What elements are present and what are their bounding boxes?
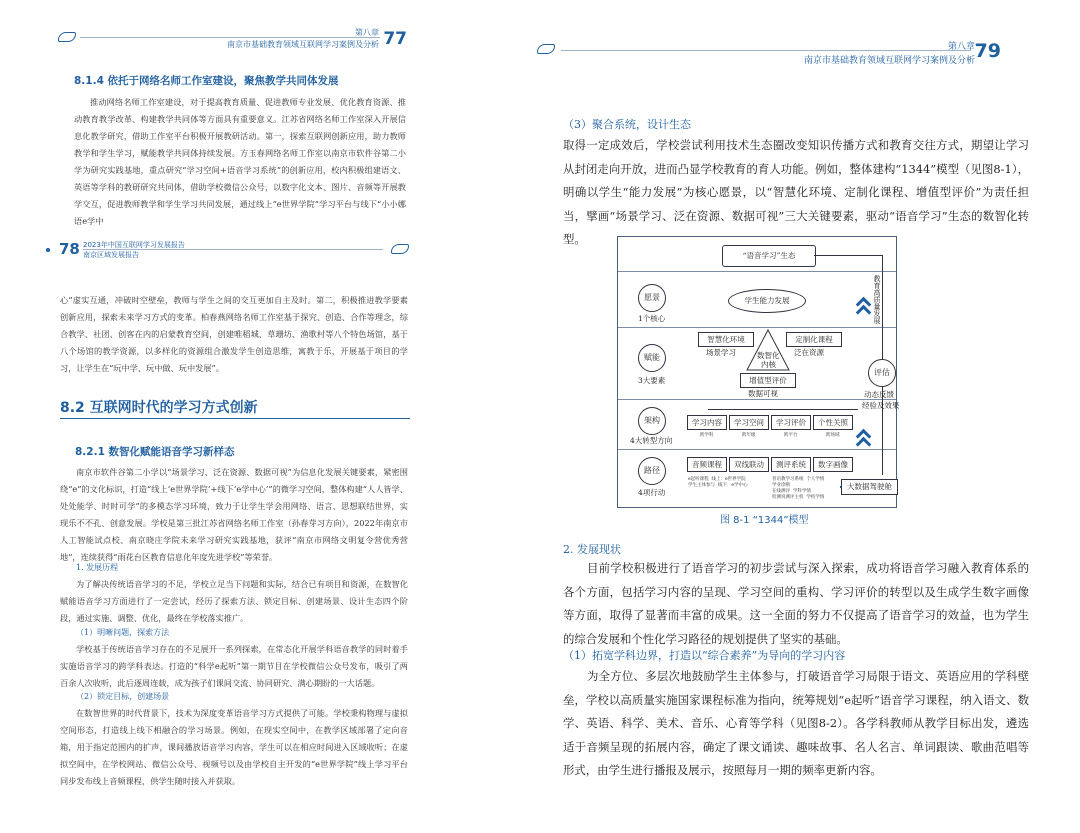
evaluation-box: 增值型评价 (740, 373, 796, 388)
header-rule (561, 50, 971, 51)
ecosystem-box: “语音学习”生态 (722, 245, 816, 267)
arch-box: 学习评价 (771, 415, 811, 430)
course-note: 泛在资源 (794, 348, 824, 357)
figure-caption: 图 8-1 “1344”模型 (720, 515, 809, 526)
arch-box: 学习内容 (687, 415, 727, 430)
item-heading: 1. 发展历程 (76, 563, 119, 572)
path-box: 双线联动 (729, 457, 769, 472)
body-paragraph: 推动网络名师工作室建设，对于提高教育质量、促进教师专业发展、优化教育资源、推动教育教学改革、构建教学共同体等方面具有重要意义。江苏省网络名师工作室深入开展信息化教学研究，借助工作室平台积极开展教研活动。第一，探索互联网创新应用，助力教师教学和学生学习，赋能教学共同体持续发展。方玉春网络名师工作室以南京市软件谷第二小学为研究实践基地，重点研究“学习空间+语音学习系统”的创新应用，校内积极组建语文、英语等学科的教研研究共同体，借助学校微信公众号，以数字化文本、图片、音频等开展教学交互，促进教师教学和学生学习共同发展，通过线上“e世界学院”学习平台与线下“小小娜语e学中 (74, 97, 406, 226)
empower-note: 3大要素 (638, 376, 666, 385)
band-divider (618, 449, 896, 450)
span-label: 跨学科 (700, 433, 714, 438)
feedback-note: 动态反馈 (864, 390, 894, 399)
top-line (814, 255, 882, 256)
path-detail-note: 普语教学习系统 个人学情 学业诊断 在线测评 学科学情 检测说测评主机 学校学情 (772, 477, 825, 500)
body-paragraph: 南京市软件谷第二小学以“场景学习、泛在资源、数据可视”为信息化发展关键要素，紧密围绕“e”的文化标识，打造“线上‘e世界学院’+线下‘e学中心’”的微学习空间，整体构建“人人皆学、处处能学、时时可学”的多模态学习环境，致力于让学生学会用网络、语言、思想联结世界，实现乐不不孔、创意发展。学校是第三批江苏省网络名师工作室（孙春芽习方向），2022年南京市人工智能试点校、南京晓庄学院未来学习研究实践基地，获评“南京市网络文明复令营优秀营地”，连续获得“雨花台区教育信息化年度先进学校”等荣誉。 (60, 467, 408, 562)
span-label: 跨场域 (826, 433, 840, 438)
path-note: 4项行动 (638, 488, 666, 497)
item-heading: （1）拓宽学科边界，打造以“综合素养”为导向的学习内容 (563, 649, 846, 662)
triangle-text: 数智化 (757, 351, 780, 360)
arch-box: 学习空间 (729, 415, 769, 430)
book-logo-icon (537, 44, 555, 54)
chapter-label: 第八章 (947, 42, 975, 52)
item-heading: （1）明晰问题，探索方法 (76, 628, 170, 637)
environment-note: 场景学习 (706, 348, 736, 357)
body-paragraph: 心”虚实互通，冲破时空壁垒，教师与学生之间的交互更加自主及时。第二，积极推进教学要素创新应用，探索未来学习方式的变革。柏春燕网络名师工作室基于探究、创造、合作等理念，综合教学、社团、创客在内的启蒙教育空间，创建唯稻城、草珊坊、渔歌村等八个特色场馆，基于八个场馆的教学资源，以多样化的资源组合激发学生创造思维，寓教于乐，开展基于项目的学习，让学生在“玩中学、玩中做、玩中发展”。 (60, 295, 408, 373)
section-heading: 8.2 互联网时代的学习方式创新 (60, 400, 258, 416)
body-paragraph: 为了解决传统语音学习的不足，学校立足当下问题和实际，结合已有项目和资源，在数智化赋能语音学习方面进行了一定尝试，经历了探索方法、锁定目标、创建场景、设计生态四个阶段，通过实施、调整、优化，最终在学校落实推广。 (60, 579, 408, 623)
path-box: 数字画像 (813, 457, 853, 472)
path-detail-note: e起听课程 线上：e世界学院 学生主体参与 线下：e学中心 (688, 477, 748, 488)
chapter-label: 第八章 (355, 28, 379, 37)
evaluation-note: 数据可视 (748, 389, 778, 398)
core-ellipse: 学生能力发展 (728, 289, 806, 313)
span-label: 跨年级 (742, 433, 756, 438)
item-heading: （3）聚合系统，设计生态 (563, 118, 691, 131)
page-77 (58, 26, 413, 224)
span-label: 跨平台 (784, 433, 798, 438)
triangle-text: 内核 (761, 360, 776, 369)
page-number: 79 (974, 40, 1001, 62)
body-paragraph: 目前学校积极进行了语音学习的初步尝试与深入探索，成功将语音学习融入教育体系的各个方面，包括学习内容的呈现、学习空间的重构、学习评价的转型以及生成学生数字画像等方面，取得了显著而丰富的成果。这一全面的努力不仅提高了语音学习的效益，也为学生的综合发展和个性化学习路径的规划提供了坚实的基础。 (563, 561, 1029, 646)
item-heading: （2）锁定目标，创建场景 (76, 692, 170, 701)
bigdata-box: 大数据驾驶舱 (841, 479, 898, 495)
arch-box: 个性关照 (813, 415, 853, 430)
subsection-heading: 8.2.1 数智化赋能语音学习新样态 (75, 446, 235, 458)
body-paragraph: 取得一定成效后，学校尝试利用技术生态圈改变知识传播方式和教育交往方式，期望让学习从封闭走向开放，进而凸显学校教育的育人功能。例如，整体建构“1344”模型（见图8-1），明确以学生“能力发展”为核心愿景，以“智慧化环境、定制化课程、增值型评价”为责任担当，擘画“场景学习、泛在资源、数据可视”三大关键要素，驱动“语音学习”生态的数智化转型。 (563, 138, 1029, 246)
experience-note: 经验及效果 (862, 401, 900, 410)
vision-note: 1个核心 (638, 314, 666, 323)
arch-connector (708, 409, 858, 410)
page-number: 78 (59, 240, 80, 258)
path-circle: 路径 (638, 457, 666, 485)
header-title: 南京市基础教育领域互联网学习案例及分析 (803, 56, 975, 66)
environment-box: 智慧化环境 (698, 332, 754, 347)
header-title: 南京市基础教育领域互联网学习案例及分析 (227, 40, 379, 49)
item-heading: 2. 发展现状 (563, 543, 621, 556)
architecture-circle: 架构 (638, 407, 666, 435)
book-logo-icon (58, 32, 76, 42)
header-line2: 南京区域发展报告 (83, 251, 139, 259)
bullet-dot (46, 248, 50, 252)
figure-1344-model (617, 236, 900, 508)
header-rule (83, 249, 383, 250)
band-divider (618, 327, 896, 328)
body-paragraph: 在数智世界的时代背景下，技术为深度变革语音学习方式提供了可能。学校秉构物理与虚拟空间形态，打造线上线下相融合的学习场景。例如，在现实空间中，在教学区域部署了定向音箱，用于指定范围内的扩声，课间播放语音学习内容，学生可以在相应时间进入区域收听；在虚拟空间中，在学校网站、微信公众号、视频号以及由学校自主开发的“e世界学院”线上学习平台同步发布线上音频课程，供学生随时接入并获取。 (60, 708, 408, 786)
section-rule (60, 418, 410, 419)
header-rule (80, 37, 380, 38)
body-paragraph: 学校基于传统语音学习存在的不足展开一系列探索，在常态化开展学科语音教学的同时着手实施语音学习的跨学科表达。打造的“科学e起听”第一期节目在学校微信公众号发布，吸引了两百余人次收听，此后逐周连载，成为孩子们课间交流、协同研究、满心期盼的一大话题。 (60, 644, 408, 688)
assessment-circle: 评估 (868, 359, 896, 387)
body-paragraph: 为全方位、多层次地鼓励学生主体参与，打破语音学习局限于语文、英语应用的学科壁垒，学校以高质量实施国家课程标准为指向，统筹规划“e起听”语音学习课程，纳入语文、数学、英语、科学、美术、音乐、心育等学科（见图8-2）。各学科教师从教学目标出发，遴选适于音频呈现的拓展内容，确定了课文诵读、趣味故事、名人名言、单词跟读、歌曲范唱等形式，由学生进行播报及展示，按照每月一期的频率更新内容。 (563, 669, 1029, 777)
header-line1: 2023年中国互联网学习发展报告 (83, 241, 185, 249)
course-box: 定制化课程 (786, 332, 842, 347)
page-78 (45, 236, 413, 796)
band-divider (618, 399, 896, 400)
path-box: 测评系统 (771, 457, 811, 472)
vision-circle: 愿景 (638, 284, 666, 312)
book-logo-icon (391, 244, 409, 254)
path-box: 音频课程 (687, 457, 727, 472)
band-divider (618, 271, 896, 272)
page-number: 77 (383, 29, 407, 49)
empower-circle: 赋能 (638, 344, 666, 372)
architecture-note: 4大转型方向 (630, 436, 673, 445)
vertical-label: 教育高质量发展 (873, 275, 881, 324)
section-heading: 8.1.4 依托于网络名师工作室建设，聚焦教学共同体发展 (74, 75, 339, 87)
